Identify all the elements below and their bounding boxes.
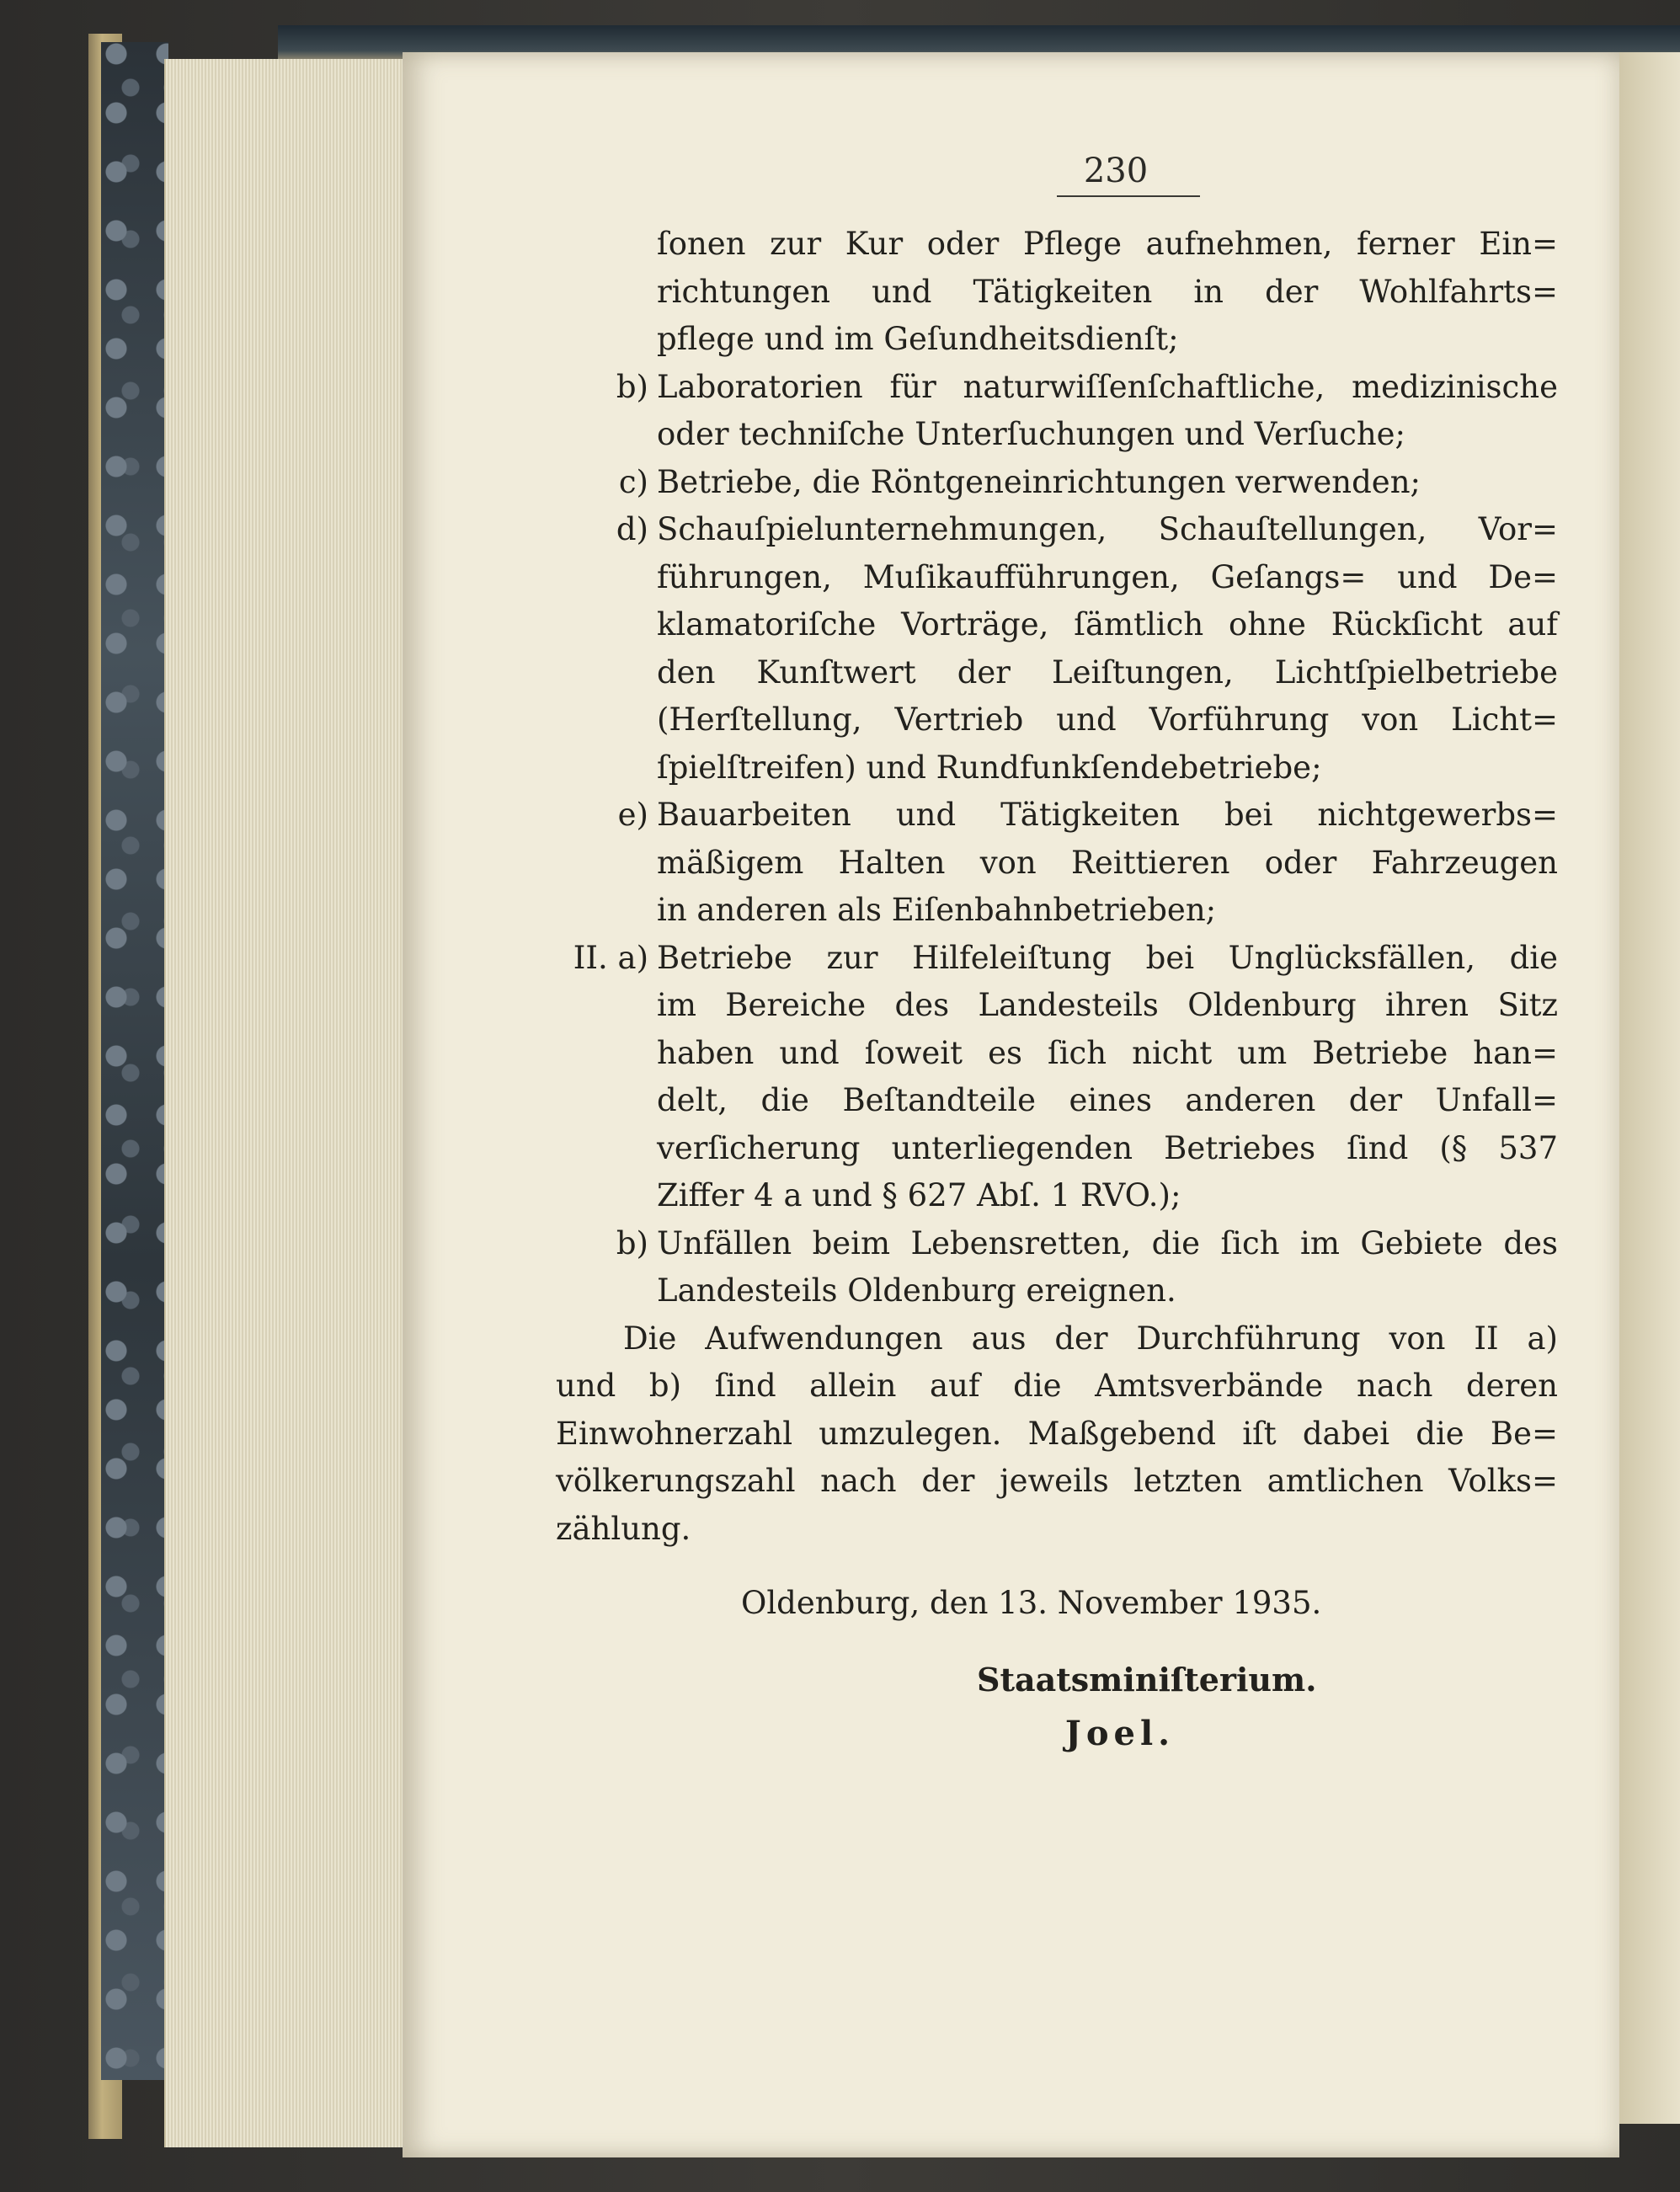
- paragraph-line: völkerungszahl nach der jeweils letzten amtlichen Volks=: [556, 1463, 1558, 1499]
- text-line: Ziffer 4 a und § 627 Abſ. 1 RVO.);: [657, 1177, 1181, 1213]
- text-line: Bauarbeiten und Tätigkeiten bei nichtgewerbs=: [657, 797, 1558, 833]
- list-item: [657, 221, 1558, 364]
- text-line: richtungen und Tätigkeiten in der Wohlfahrts=: [657, 273, 1558, 310]
- item-label: d): [616, 511, 648, 547]
- item-list: [573, 221, 1558, 1315]
- paragraph-line: und b) ſind allein auf die Amtsverbände nach deren: [556, 1368, 1558, 1404]
- text-line: delt, die Beſtandteile eines anderen der Unfall=: [657, 1082, 1558, 1118]
- item-label: b): [616, 368, 648, 405]
- page-number: 230: [1083, 152, 1149, 190]
- signature: Joel.: [1064, 1714, 1176, 1753]
- text-line: im Bereiche des Landesteils Oldenburg ihren Sitz: [657, 987, 1558, 1023]
- paragraph-line: Die Aufwendungen aus der Durchführung von II a): [623, 1320, 1558, 1357]
- closing-paragraph: [556, 1315, 1558, 1554]
- item-label: b): [616, 1224, 648, 1261]
- item-label: e): [617, 797, 648, 833]
- list-item: [616, 1220, 1558, 1315]
- text-line: Landesteils Oldenburg ereignen.: [657, 1272, 1176, 1309]
- text-line: ſonen zur Kur oder Pflege aufnehmen, ferner Ein=: [657, 226, 1558, 262]
- text-line: Schauſpielunternehmungen, Schauſtellungen, Vor=: [657, 511, 1558, 547]
- list-item: [616, 364, 1558, 459]
- text-line: Laboratorien für naturwiſſenſchaftliche, medizinische: [657, 368, 1558, 405]
- list-item: [618, 459, 1558, 507]
- header-rule: [1057, 195, 1200, 197]
- list-item: [617, 792, 1558, 935]
- text-line: klamatoriſche Vorträge, ſämtlich ohne Rückſicht auf: [657, 606, 1558, 643]
- text-line: haben und ſoweit es ſich nicht um Betriebe han=: [657, 1034, 1558, 1071]
- paragraph-line: Einwohnerzahl umzulegen. Maßgebend iſt dabei die Be=: [556, 1415, 1558, 1452]
- text-line: Betriebe zur Hilfeleiſtung bei Unglücksfällen, die: [657, 939, 1558, 976]
- text-line: mäßigem Halten von Reittieren oder Fahrzeugen: [657, 844, 1558, 881]
- date-line: Oldenburg, den 13. November 1935.: [741, 1585, 1322, 1621]
- text-line: verſicherung unterliegenden Betriebes ſind (§ 537: [657, 1129, 1558, 1166]
- text-line: oder techniſche Unterſuchungen und Verſuche;: [657, 416, 1406, 452]
- authority: Staatsminiſterium.: [977, 1661, 1317, 1699]
- text-line: (Herſtellung, Vertrieb und Vorführung von Licht=: [657, 701, 1558, 738]
- list-item: [616, 506, 1558, 792]
- item-label: II. a): [573, 939, 648, 976]
- page-body: [556, 221, 1558, 1553]
- text-line: ſpielſtreifen) und Rundfunkſendebetriebe;: [657, 749, 1322, 786]
- item-label: c): [618, 463, 648, 500]
- paragraph-line: zählung.: [556, 1510, 691, 1547]
- text-line: den Kunſtwert der Leiſtungen, Lichtſpielbetriebe: [657, 653, 1558, 691]
- list-item: [573, 935, 1558, 1220]
- text-line: in anderen als Eiſenbahnbetrieben;: [657, 892, 1217, 928]
- page-stack: [164, 59, 410, 2147]
- text-line: Unfällen beim Lebensretten, die ſich im Gebiete des: [657, 1224, 1558, 1261]
- facing-page-edge: [1617, 52, 1680, 2124]
- text-line: pflege und im Geſundheitsdienſt;: [657, 321, 1179, 357]
- text-line: führungen, Muſikaufführungen, Geſangs= und De=: [657, 558, 1558, 595]
- text-line: Betriebe, die Röntgeneinrichtungen verwenden;: [657, 463, 1421, 500]
- marbled-edge: [101, 42, 168, 2080]
